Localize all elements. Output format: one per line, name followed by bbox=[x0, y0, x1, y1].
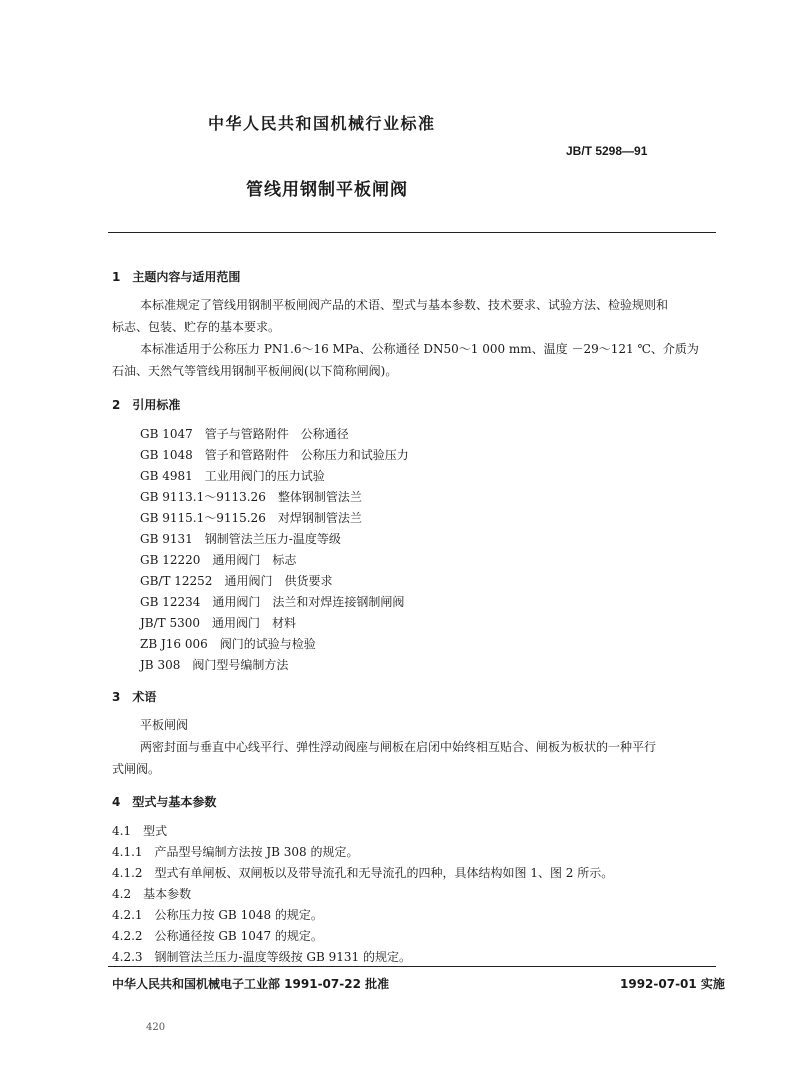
section-1-para-2-line-1: 本标准适用于公称压力 PN1.6～16 MPa、公称通径 DN50～1 000 mm、温度 －29～121 ℃、介质为 bbox=[140, 342, 699, 356]
reference-item: GB 9115.1～9115.26 对焊钢制管法兰 bbox=[140, 511, 362, 525]
reference-item: GB 9131 钢制管法兰压力-温度等级 bbox=[140, 532, 341, 546]
clause-line: 4.1.1 产品型号编制方法按 JB 308 的规定。 bbox=[112, 845, 359, 859]
clause-line: 4.2.2 公称通径按 GB 1047 的规定。 bbox=[112, 929, 323, 943]
standard-code: JB/T 5298—91 bbox=[566, 144, 648, 158]
reference-item: GB/T 12252 通用阀门 供货要求 bbox=[140, 574, 333, 588]
reference-item: GB 12220 通用阀门 标志 bbox=[140, 553, 297, 567]
section-2-heading: 2 引用标准 bbox=[112, 398, 181, 412]
reference-item: ZB J16 006 阀门的试验与检验 bbox=[140, 637, 316, 651]
implementation-date: 1992-07-01 实施 bbox=[620, 977, 725, 991]
section-1-heading: 1 主题内容与适用范围 bbox=[112, 270, 241, 284]
section-4-heading: 4 型式与基本参数 bbox=[112, 795, 217, 809]
clause-line: 4.2.1 公称压力按 GB 1048 的规定。 bbox=[112, 908, 323, 922]
reference-item: GB 9113.1～9113.26 整体钢制管法兰 bbox=[140, 490, 362, 504]
approval-statement: 中华人民共和国机械电子工业部 1991-07-22 批准 bbox=[112, 977, 390, 991]
clause-line: 4.1.2 型式有单闸板、双闸板以及带导流孔和无导流孔的四种，具体结构如图 1、图 2 所示。 bbox=[112, 866, 614, 880]
footer-rule bbox=[108, 966, 716, 967]
section-3-heading: 3 术语 bbox=[112, 690, 157, 704]
section-1-para-1-line-1: 本标准规定了管线用钢制平板闸阀产品的术语、型式与基本参数、技术要求、试验方法、检验规则和 bbox=[140, 298, 669, 312]
reference-item: GB 4981 工业用阀门的压力试验 bbox=[140, 469, 325, 483]
reference-item: JB/T 5300 通用阀门 材料 bbox=[140, 616, 297, 630]
term-name: 平板闸阀 bbox=[140, 718, 189, 732]
clause-line: 4.1 型式 bbox=[112, 824, 168, 838]
reference-item: GB 1048 管子和管路附件 公称压力和试验压力 bbox=[140, 448, 409, 462]
term-definition-line-2: 式闸阀。 bbox=[112, 762, 161, 776]
org-standard-title: 中华人民共和国机械行业标准 bbox=[208, 114, 436, 133]
reference-item: GB 1047 管子与管路附件 公称通径 bbox=[140, 427, 349, 441]
clause-line: 4.2 基本参数 bbox=[112, 887, 192, 901]
term-definition-line-1: 两密封面与垂直中心线平行、弹性浮动阀座与闸板在启闭中始终相互贴合、闸板为板状的一种平行 bbox=[140, 740, 657, 754]
document-title: 管线用钢制平板闸阀 bbox=[246, 180, 408, 200]
section-1-para-1-line-2: 标志、包装、贮存的基本要求。 bbox=[112, 320, 281, 334]
reference-item: JB 308 阀门型号编制方法 bbox=[140, 658, 289, 672]
section-1-para-2-line-2: 石油、天然气等管线用钢制平板闸阀(以下简称闸阀)。 bbox=[112, 364, 398, 378]
page-number: 420 bbox=[146, 1022, 166, 1033]
reference-item: GB 12234 通用阀门 法兰和对焊连接钢制闸阀 bbox=[140, 595, 405, 609]
header-rule bbox=[108, 232, 716, 233]
clause-line: 4.2.3 钢制管法兰压力-温度等级按 GB 9131 的规定。 bbox=[112, 950, 411, 964]
